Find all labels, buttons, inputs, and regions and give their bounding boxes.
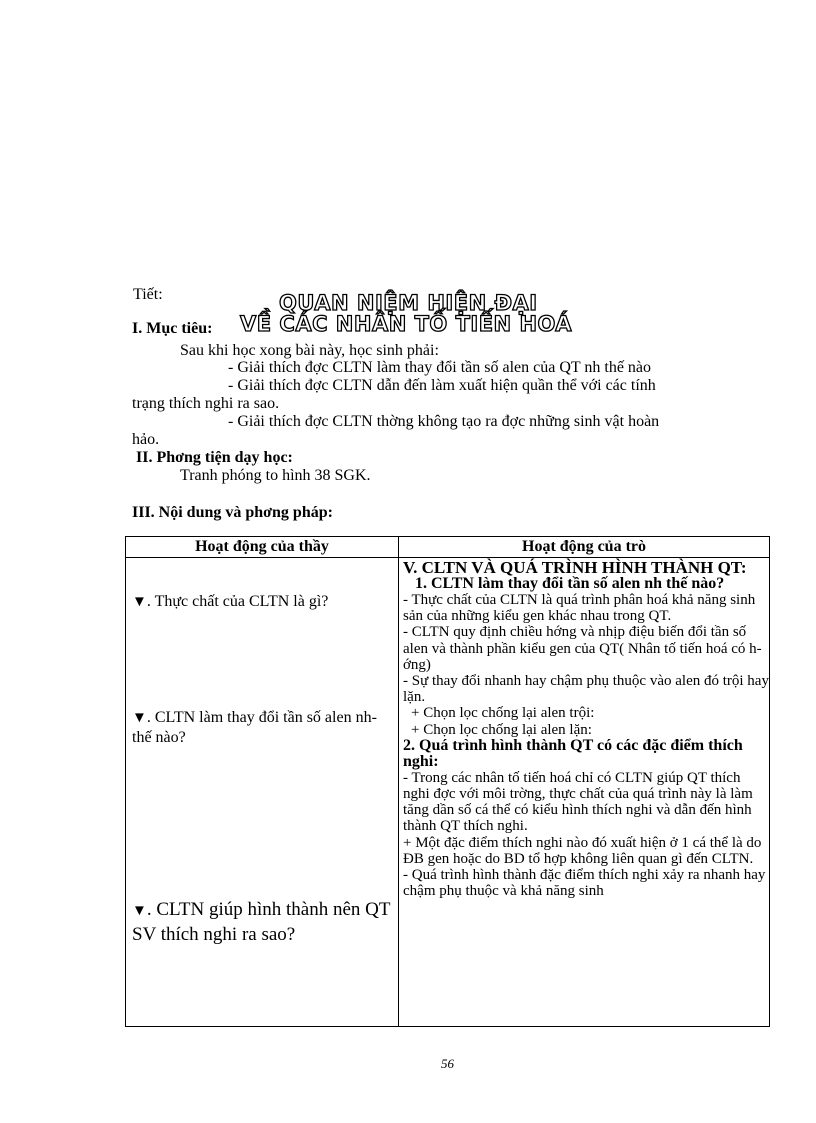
section1-heading: I. Mục tiêu: (132, 320, 213, 337)
section1-item: - Giải thích đợc CLTN dẫn đến làm xuất hiện quần thể với các tính (228, 377, 656, 394)
student-sub1-title: 1. CLTN làm thay đổi tần số alen nh thế nào? (415, 575, 725, 592)
down-triangle-icon: ▼ (132, 594, 147, 610)
student-line: + Một đặc điểm thích nghi nào đó xuất hiện ở 1 cá thể là do ĐB gen hoặc do BD tổ hợp không liên quan gì đến CLTN. (403, 834, 762, 867)
student-cell (399, 558, 770, 1027)
teacher-cell (126, 558, 399, 1027)
student-line: - Thực chất của CLTN là quá trình phân hoá khả năng sinh sản của những kiểu gen khác nhau trong QT. (403, 592, 756, 625)
lesson-title-line1: QUAN NIỆM HIỆN ĐẠI (279, 291, 538, 315)
teacher-question-3: ▼. CLTN giúp hình thành nên QT SV thích nghi ra sao? (132, 899, 391, 945)
page-number: 56 (441, 1056, 454, 1071)
student-sub2-title: 2. Quá trình hình thành QT có các đặc điểm thích nghi: (403, 736, 743, 770)
section3-heading: III. Nội dung và phơng pháp: (132, 504, 333, 521)
down-triangle-icon: ▼ (132, 710, 147, 726)
student-line: + Chọn lọc chống lại alen lặn: (411, 721, 592, 738)
student-answer (403, 559, 769, 899)
section2-content: Tranh phóng to hình 38 SGK. (180, 467, 371, 484)
tiet-label: Tiết: (133, 286, 163, 303)
section1-intro: Sau khi học xong bài này, học sinh phải: (180, 342, 439, 359)
student-column-header: Hoạt động của trò (399, 537, 770, 558)
section1-item: trạng thích nghi ra sao. (132, 395, 280, 412)
down-triangle-icon: ▼ (132, 903, 147, 919)
section1-item: hảo. (132, 431, 160, 448)
student-line: + Chọn lọc chống lại alen trội: (411, 705, 595, 722)
teacher-question-2: ▼. CLTN làm thay đổi tần số alen nh thế nào? (132, 709, 377, 746)
teacher-column-header: Hoạt động của thầy (126, 537, 399, 558)
section1-item: - Giải thích đợc CLTN làm thay đổi tần số alen của QT nh thế nào (228, 359, 652, 376)
lesson-title-line2: VỀ CÁC NHÂN TỐ TIẾN HOÁ (240, 312, 573, 336)
teacher-question-1: ▼. Thực chất của CLTN là gì? (132, 593, 329, 610)
activity-table (125, 536, 770, 1027)
student-line: - Quá trình hình thành đặc điểm thích nghi xảy ra nhanh hay chậm phụ thuộc và khả năng sinh (403, 867, 766, 900)
section1-item: - Giải thích đợc CLTN thờng không tạo ra đợc những sinh vật hoàn (228, 413, 660, 430)
student-line: - CLTN quy định chiều hớng và nhịp điệu biến đổi tần số alen và thành phần kiểu gen của QT( Nhân tố tiến hoá có hớng) (403, 624, 762, 673)
student-line: - Sự thay đổi nhanh hay chậm phụ thuộc vào alen đó trội hay lặn. (403, 673, 769, 706)
section2-heading: II. Phơng tiện dạy học: (136, 449, 293, 466)
student-section-title: V. CLTN VÀ QUÁ TRÌNH HÌNH THÀNH QT: (403, 558, 747, 577)
student-line: - Trong các nhân tố tiến hoá chỉ có CLTN giúp QT thích nghi đợc với môi trờng, thực chất của quá trình này là làm tăng dần số cá thể có kiểu hình thích nghi và dẫn đến hình thành QT thích nghi. (403, 769, 753, 835)
